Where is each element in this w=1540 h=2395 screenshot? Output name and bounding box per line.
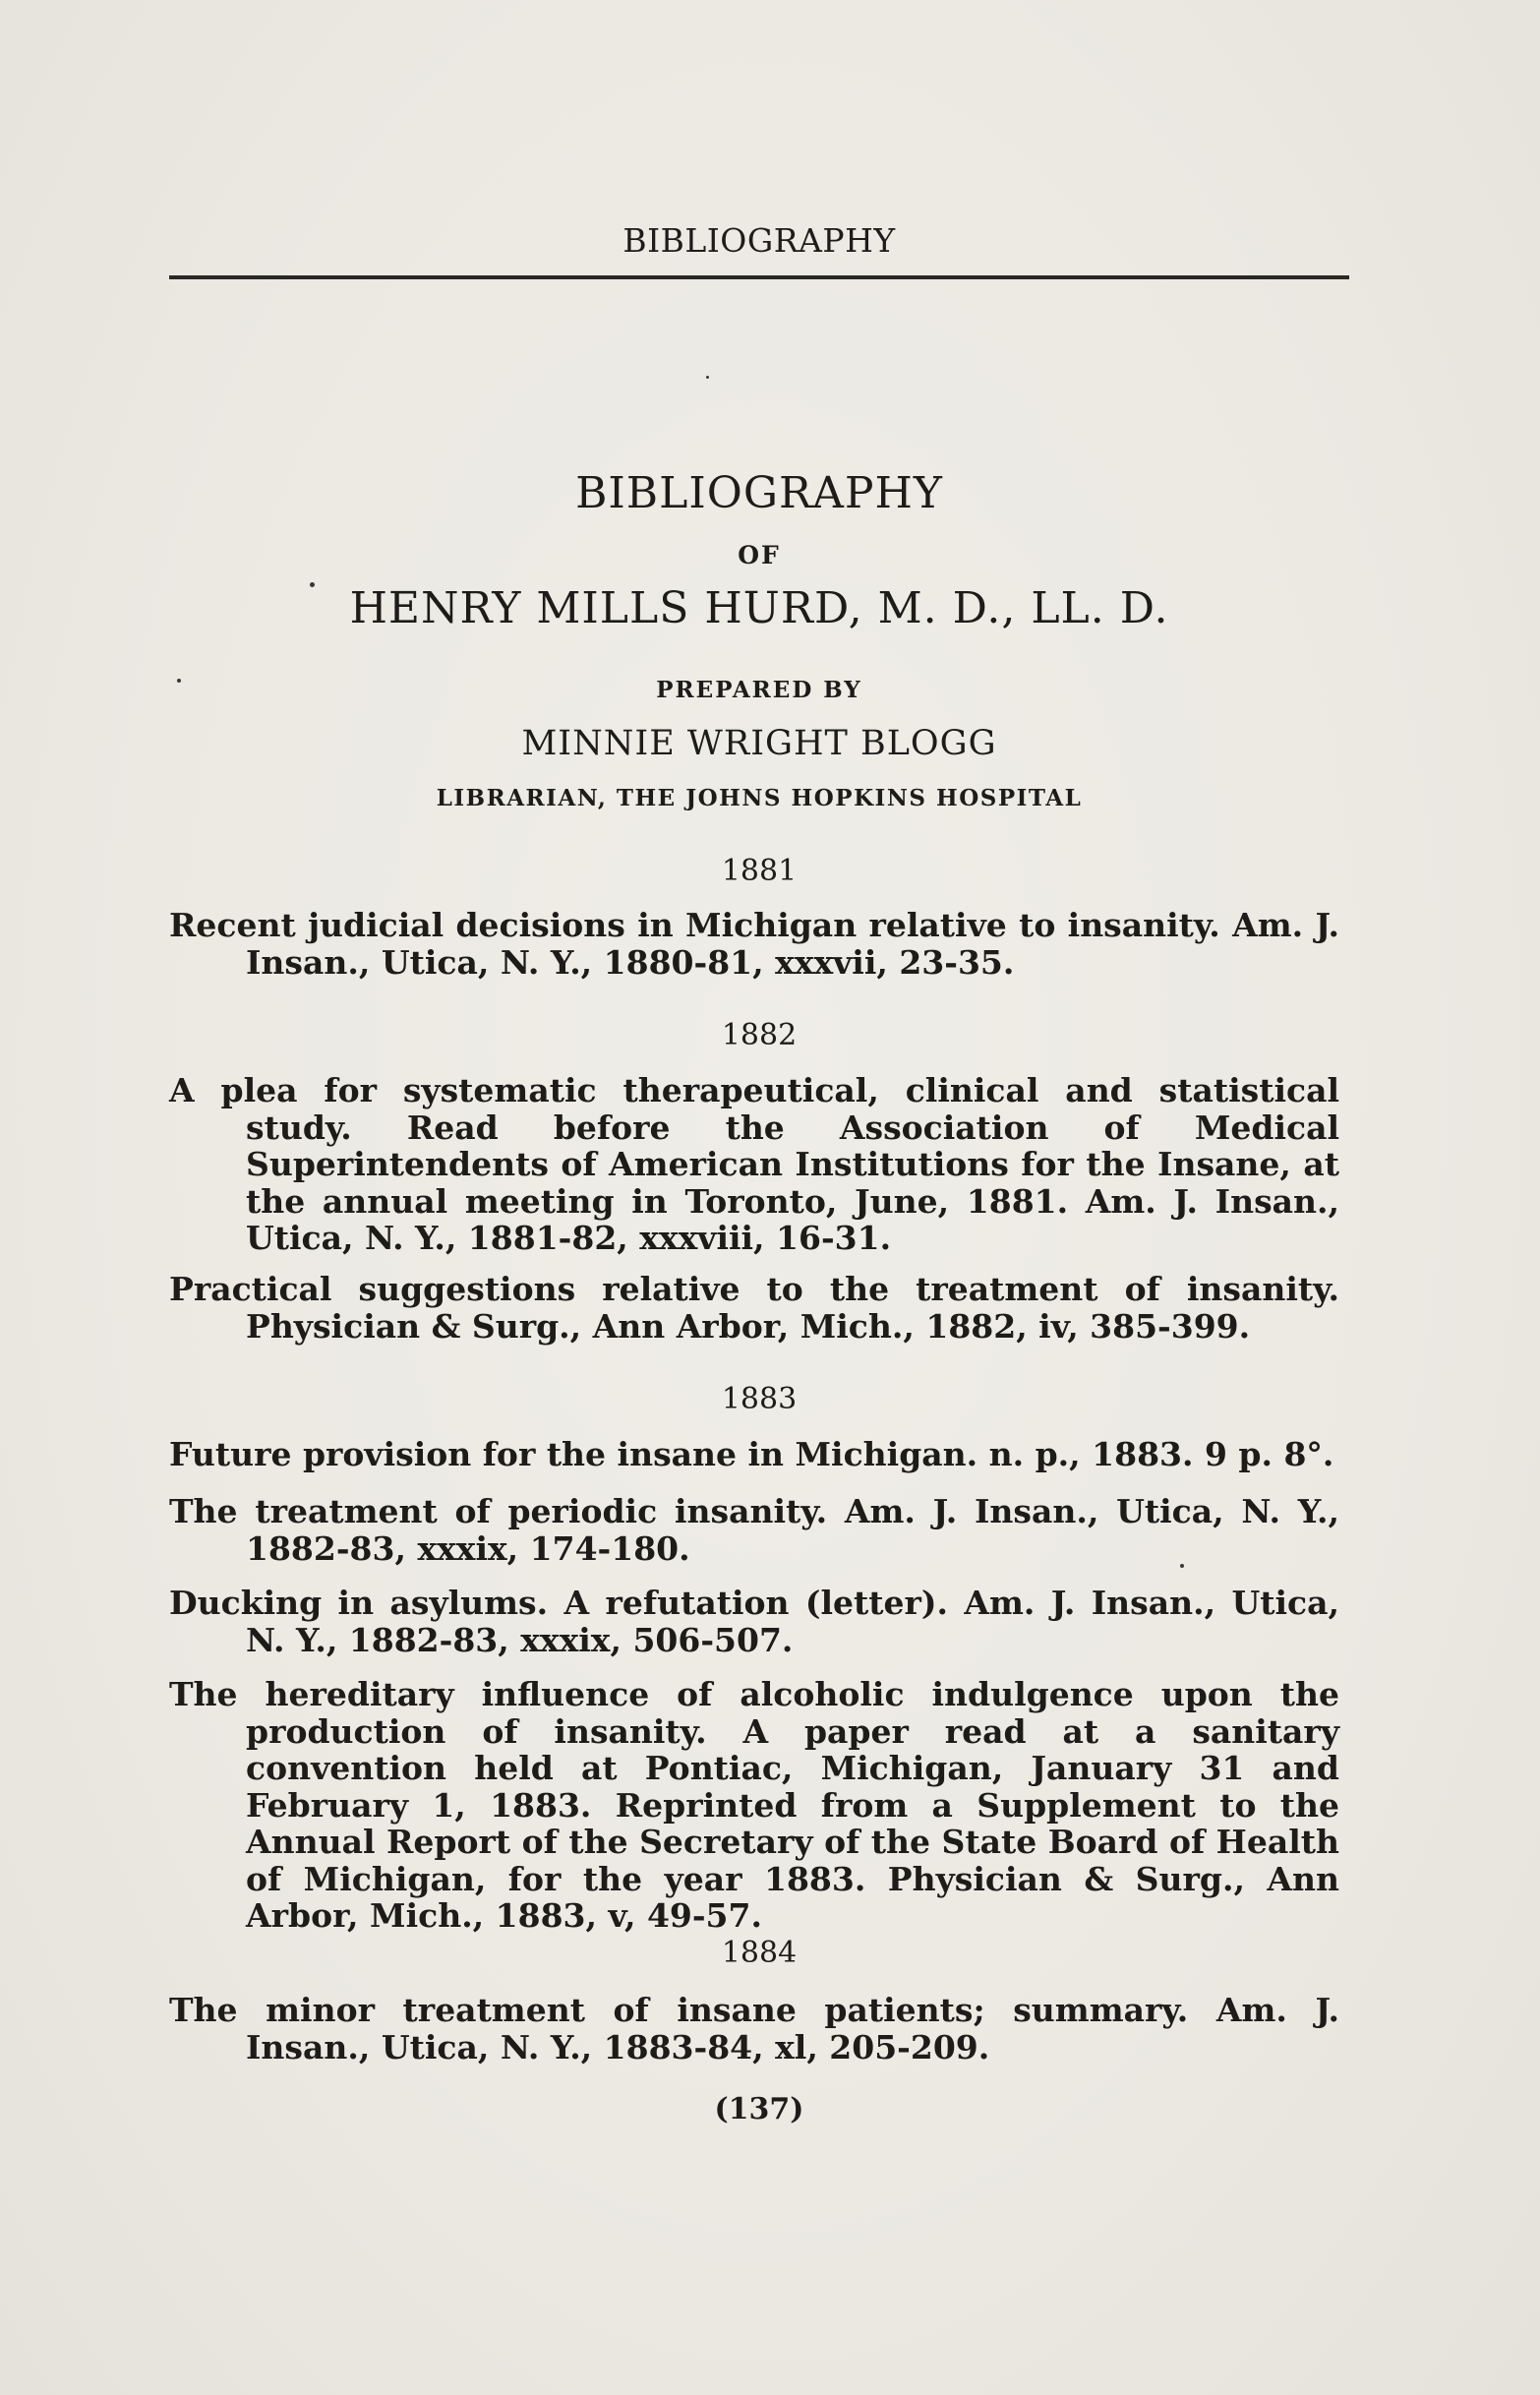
year-heading: 1883 [721,1382,798,1416]
bibliography-entry: The minor treatment of insane patients; summary. Am. J. Insan., Utica, N. Y., 1883-84, xl, 205-209. [169,1991,1339,2066]
year-heading: 1881 [721,854,798,888]
bibliography-entry: Future provision for the insane in Michigan. n. p., 1883. 9 p. 8°. [169,1435,1334,1473]
bibliography-entry: A plea for systematic therapeutical, clinical and statistical study. Read before the Association of Medical Superintendents of American Institutions for the Insane, at the annual meeting in Toronto, June, 1881. Am. J. Insan., Utica, N. Y., 1881-82, xxxviii, 16-31. [169,1071,1339,1257]
paper-speck [706,376,709,379]
year-heading: 1884 [721,1936,798,1970]
year-heading: 1882 [721,1018,798,1052]
bibliography-title: BIBLIOGRAPHY [575,468,943,518]
bibliography-entry: The treatment of periodic insanity. Am. J. Insan., Utica, N. Y., 1882-83, xxxix, 174-180. [169,1492,1339,1568]
paper-speck [177,679,181,683]
prepared-by: PREPARED BY [656,677,862,703]
compiler-affiliation: LIBRARIAN, THE JOHNS HOPKINS HOSPITAL [436,785,1083,811]
bibliography-entry: Recent judicial decisions in Michigan relative to insanity. Am. J. Insan., Utica, N. Y., 1880-81, xxxvii, 23-35. [169,906,1339,982]
bibliography-entry: The hereditary influence of alcoholic indulgence upon the production of insanity. A paper read at a sanitary convention held at Pontiac, Michigan, January 31 and February 1, 1883. Reprinted from a Supplement to the Annual Report of the Secretary of the State Board of Health of Michigan, for the year 1883. Physician & Surg., Ann Arbor, Mich., 1883, v, 49-57. [169,1675,1339,1935]
paper-speck [1180,1564,1184,1568]
title-of: OF [738,541,781,569]
running-head: BIBLIOGRAPHY [622,221,896,260]
bibliography-entry: Practical suggestions relative to the treatment of insanity. Physician & Surg., Ann Arbor, Mich., 1882, iv, 385-399. [169,1270,1339,1346]
paper-speck [310,582,315,587]
header-rule [169,275,1349,279]
subject-name: HENRY MILLS HURD, M. D., LL. D. [349,583,1169,633]
page-number: (137) [714,2092,804,2126]
bibliography-entry: Ducking in asylums. A refutation (letter). Am. J. Insan., Utica, N. Y., 1882-83, xxxix, 506-507. [169,1584,1339,1659]
compiler-name: MINNIE WRIGHT BLOGG [521,724,997,763]
